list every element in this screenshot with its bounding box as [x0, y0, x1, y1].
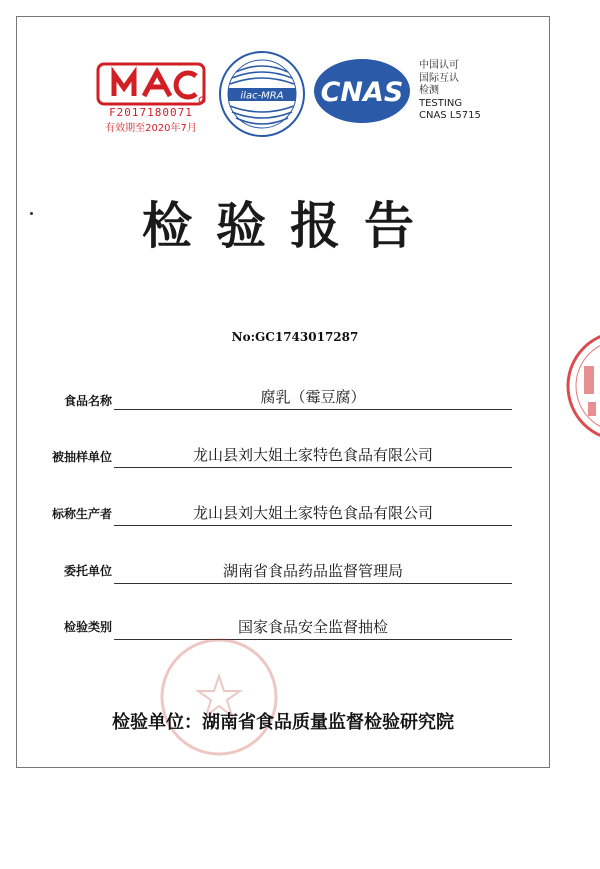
ilac-mra-seal-icon: [218, 50, 306, 138]
cnas-accreditation-text: [419, 60, 481, 123]
cma-logo: [92, 62, 210, 132]
field-underline: [114, 467, 512, 468]
report-number: No:GC1743017287: [231, 330, 359, 344]
cma-mark-icon: [92, 62, 210, 106]
field-label-manufacturer: 标称生产者: [51, 507, 112, 521]
field-underline: [114, 409, 512, 410]
cnas-logo-icon: [313, 58, 411, 124]
report-title: 检验报告: [142, 197, 438, 255]
cnas-line-4: TESTING: [419, 97, 463, 109]
cnas-line-3: 检测: [419, 85, 439, 96]
field-value-inspection-type: 国家食品安全监督抽检: [237, 618, 388, 636]
field-label-inspection-type: 检验类别: [63, 620, 112, 634]
cnas-line-2: 国际互认: [419, 72, 459, 84]
field-value-sampled-unit: 龙山县刘大姐土家特色食品有限公司: [192, 446, 433, 464]
field-underline: [114, 583, 512, 584]
field-value-food-name: 腐乳（霉豆腐）: [260, 388, 366, 406]
field-underline: [114, 525, 512, 526]
field-value-manufacturer: 龙山县刘大姐土家特色食品有限公司: [192, 504, 433, 522]
field-value-commissioning-unit: 湖南省食品药品监督管理局: [222, 562, 403, 580]
svg-text:ilac-MRA: ilac-MRA: [240, 90, 284, 102]
field-label-commissioning-unit: 委托单位: [63, 564, 112, 578]
cma-code: F2017180071: [109, 106, 193, 119]
field-label-sampled-unit: 被抽样单位: [51, 450, 112, 464]
cma-valid-date: 有效期至2020年7月: [105, 123, 197, 134]
cnas-logo-text: CNAS: [320, 77, 404, 108]
edge-red-stamp-icon: [562, 326, 600, 446]
field-label-food-name: 食品名称: [63, 394, 112, 408]
cnas-line-5: CNAS L5715: [419, 110, 481, 121]
cnas-line-1: 中国认可: [419, 60, 459, 71]
inspection-institute: 检验单位：湖南省食品质量监督检验研究院: [112, 712, 454, 733]
faint-official-stamp-icon: [158, 636, 280, 758]
